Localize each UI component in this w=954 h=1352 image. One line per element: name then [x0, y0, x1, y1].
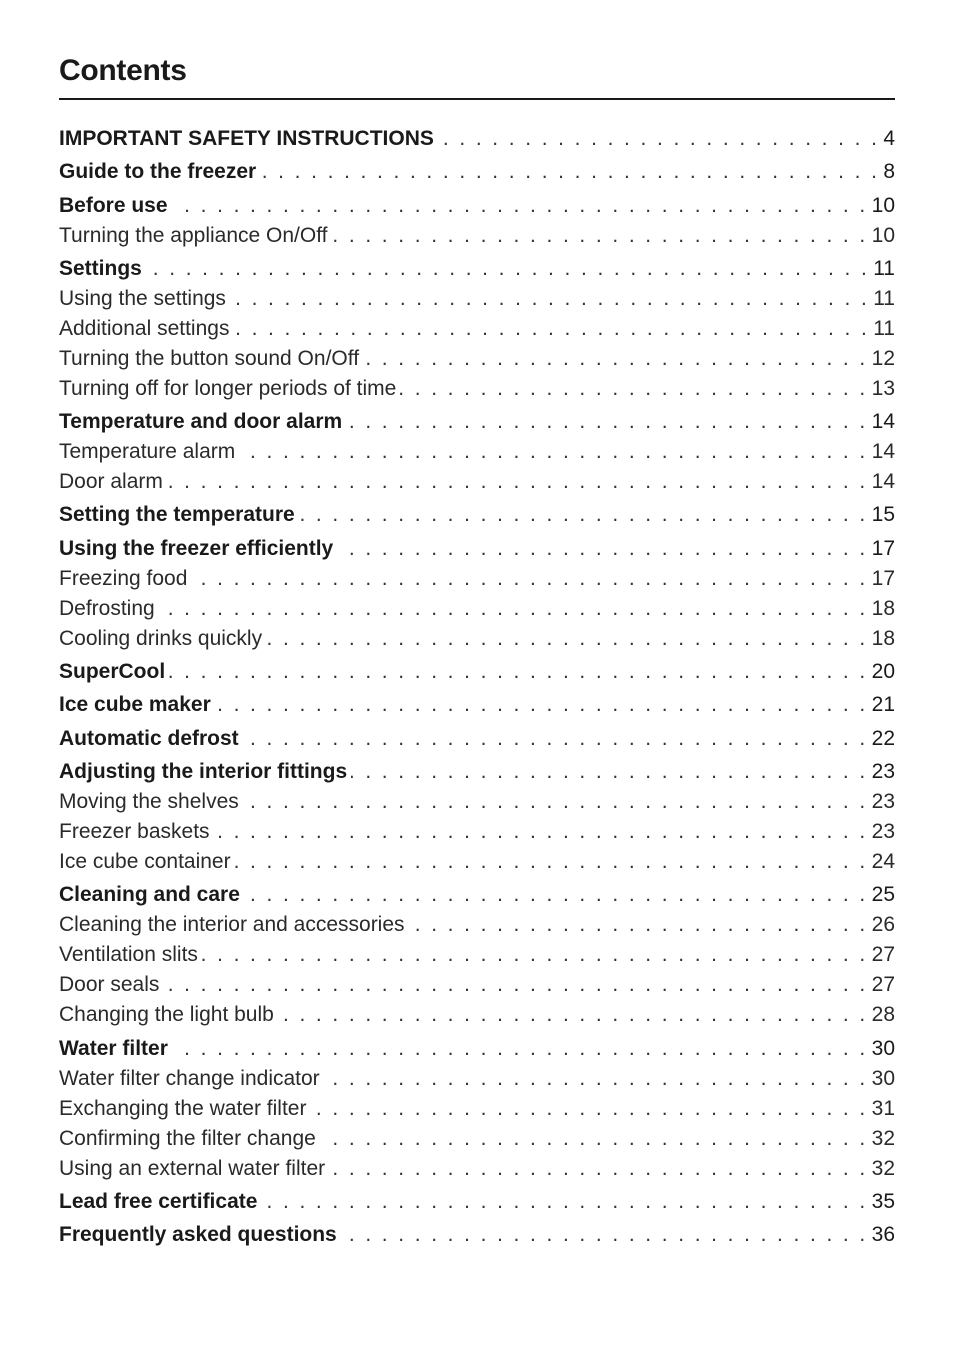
- toc-page-number: 18: [871, 626, 895, 650]
- toc-entry-label: Temperature alarm: [59, 440, 236, 464]
- dot-leader: [332, 221, 868, 251]
- dot-leader: [400, 374, 867, 404]
- dot-leader: [337, 534, 867, 564]
- toc-subentry[interactable]: [59, 1094, 895, 1124]
- toc-page-number: 24: [871, 849, 895, 873]
- toc-entry-label: SuperCool: [59, 660, 166, 684]
- toc-subentry[interactable]: [59, 940, 895, 970]
- toc-page-number: 25: [871, 883, 895, 907]
- dot-leader: [159, 594, 868, 624]
- title-divider: [59, 98, 895, 100]
- toc-entry-label: Changing the light bulb: [59, 1003, 274, 1027]
- toc-heading-entry[interactable]: [59, 757, 895, 787]
- toc-page-number: 26: [871, 913, 895, 937]
- dot-leader: [438, 124, 879, 154]
- dot-leader: [351, 757, 867, 787]
- toc-entry-label: Frequently asked questions: [59, 1223, 337, 1247]
- dot-leader: [167, 467, 868, 497]
- toc-entry-label: Using the freezer efficiently: [59, 536, 334, 560]
- toc-heading-entry[interactable]: [59, 1187, 895, 1217]
- toc-heading-entry[interactable]: [59, 690, 895, 720]
- toc-entry-label: Water filter change indicator: [59, 1066, 320, 1090]
- dot-leader: [239, 437, 867, 467]
- toc-page-number: 18: [871, 596, 895, 620]
- toc-subentry[interactable]: [59, 314, 895, 344]
- toc-page-number: 23: [871, 759, 895, 783]
- toc-entry-label: Temperature and door alarm: [59, 410, 343, 434]
- toc-page-number: 10: [871, 223, 895, 247]
- toc-entry-label: Ice cube container: [59, 849, 231, 873]
- toc-subentry[interactable]: [59, 284, 895, 314]
- toc-entry-label: Moving the shelves: [59, 789, 239, 813]
- toc-page-number: 12: [871, 346, 895, 370]
- toc-entry-label: Turning the button sound On/Off: [59, 346, 360, 370]
- toc-page-number: 15: [871, 503, 895, 527]
- toc-heading-entry[interactable]: [59, 724, 895, 754]
- toc-page-number: 11: [873, 286, 895, 310]
- toc-subentry[interactable]: [59, 1064, 895, 1094]
- toc-heading-entry[interactable]: [59, 500, 895, 530]
- dot-leader: [243, 787, 868, 817]
- toc-heading-entry[interactable]: [59, 657, 895, 687]
- toc-page-number: 36: [871, 1223, 895, 1247]
- toc-entry-label: Freezing food: [59, 566, 188, 590]
- toc-subentry[interactable]: [59, 970, 895, 1000]
- dot-leader: [409, 910, 868, 940]
- toc-page-number: 23: [871, 819, 895, 843]
- toc-page-number: 23: [871, 789, 895, 813]
- toc-entry-label: Using an external water filter: [59, 1156, 326, 1180]
- toc-entry-label: Turning off for longer periods of time: [59, 376, 397, 400]
- toc-page-number: 14: [871, 470, 895, 494]
- toc-page-number: 27: [871, 973, 895, 997]
- toc-heading-entry[interactable]: [59, 124, 895, 154]
- page-title: Contents: [59, 54, 187, 87]
- toc-entry-label: Door alarm: [59, 470, 163, 494]
- dot-leader: [244, 880, 868, 910]
- toc-entry-label: IMPORTANT SAFETY INSTRUCTIONS: [59, 127, 434, 150]
- toc-entry-label: Additional settings: [59, 316, 230, 340]
- toc-page-number: 17: [871, 536, 895, 560]
- dot-leader: [324, 1064, 868, 1094]
- toc-page-number: 22: [871, 726, 895, 750]
- toc-page-number: 32: [871, 1126, 895, 1150]
- dot-leader: [235, 847, 868, 877]
- toc-page-number: 32: [871, 1156, 895, 1180]
- toc-entry-label: Confirming the filter change: [59, 1126, 316, 1150]
- toc-entry-label: Ventilation slits: [59, 943, 198, 967]
- dot-leader: [260, 157, 879, 187]
- toc-subentry[interactable]: [59, 1154, 895, 1184]
- toc-entry-label: Settings: [59, 256, 142, 280]
- toc-page-number: 30: [871, 1066, 895, 1090]
- toc-page-number: 11: [873, 256, 895, 280]
- dot-leader: [278, 1000, 868, 1030]
- toc-heading-entry[interactable]: [59, 407, 895, 437]
- toc-heading-entry[interactable]: [59, 880, 895, 910]
- toc-page-number: 4: [883, 127, 895, 150]
- toc-heading-entry[interactable]: [59, 1034, 895, 1064]
- toc-subentry[interactable]: [59, 594, 895, 624]
- toc-subentry[interactable]: [59, 910, 895, 940]
- toc-entry-label: Cleaning and care: [59, 883, 240, 907]
- dot-leader: [172, 1034, 868, 1064]
- toc-entry-label: Guide to the freezer: [59, 160, 257, 184]
- table-of-contents: [59, 124, 895, 1250]
- toc-subentry[interactable]: [59, 344, 895, 374]
- toc-page-number: 31: [871, 1096, 895, 1120]
- dot-leader: [243, 724, 868, 754]
- toc-subentry[interactable]: [59, 374, 895, 404]
- toc-subentry[interactable]: [59, 624, 895, 654]
- dot-leader: [346, 407, 867, 437]
- toc-heading-entry[interactable]: [59, 254, 895, 284]
- toc-page-number: 13: [871, 376, 895, 400]
- dot-leader: [146, 254, 869, 284]
- toc-subentry[interactable]: [59, 467, 895, 497]
- toc-page-number: 14: [871, 410, 895, 434]
- dot-leader: [329, 1154, 868, 1184]
- toc-page-number: 35: [871, 1189, 895, 1213]
- toc-subentry[interactable]: [59, 1124, 895, 1154]
- toc-entry-label: Cooling drinks quickly: [59, 626, 263, 650]
- dot-leader: [233, 314, 869, 344]
- toc-page-number: 27: [871, 943, 895, 967]
- toc-page-number: 8: [883, 160, 895, 184]
- dot-leader: [169, 657, 867, 687]
- toc-subentry[interactable]: [59, 787, 895, 817]
- toc-heading-entry[interactable]: [59, 191, 895, 221]
- toc-subentry[interactable]: [59, 221, 895, 251]
- dot-leader: [214, 817, 868, 847]
- toc-subentry[interactable]: [59, 847, 895, 877]
- toc-subentry[interactable]: [59, 817, 895, 847]
- dot-leader: [202, 940, 868, 970]
- toc-entry-label: Freezer baskets: [59, 819, 210, 843]
- toc-entry-label: Automatic defrost: [59, 726, 239, 750]
- toc-entry-label: Lead free certificate: [59, 1189, 258, 1213]
- dot-leader: [261, 1187, 867, 1217]
- toc-heading-entry[interactable]: [59, 534, 895, 564]
- toc-entry-label: Defrosting: [59, 596, 155, 620]
- toc-page-number: 17: [871, 566, 895, 590]
- toc-page-number: 14: [871, 440, 895, 464]
- toc-subentry[interactable]: [59, 437, 895, 467]
- toc-page-number: 30: [871, 1036, 895, 1060]
- dot-leader: [163, 970, 867, 1000]
- toc-entry-label: Using the settings: [59, 286, 226, 310]
- toc-entry-label: Adjusting the interior fittings: [59, 759, 348, 783]
- toc-page-number: 10: [871, 193, 895, 217]
- toc-heading-entry[interactable]: [59, 1220, 895, 1250]
- toc-entry-label: Door seals: [59, 973, 160, 997]
- toc-page-number: 20: [871, 660, 895, 684]
- toc-entry-label: Before use: [59, 193, 168, 217]
- toc-entry-label: Exchanging the water filter: [59, 1096, 307, 1120]
- dot-leader: [299, 500, 868, 530]
- toc-page-number: 28: [871, 1003, 895, 1027]
- toc-page-number: 21: [871, 693, 895, 717]
- toc-entry-label: Setting the temperature: [59, 503, 295, 527]
- toc-entry-label: Water filter: [59, 1036, 168, 1060]
- dot-leader: [172, 191, 868, 221]
- toc-entry-label: Cleaning the interior and accessories: [59, 913, 405, 937]
- dot-leader: [310, 1094, 867, 1124]
- toc-subentry[interactable]: [59, 564, 895, 594]
- toc-subentry[interactable]: [59, 1000, 895, 1030]
- toc-page-number: 11: [873, 316, 895, 340]
- dot-leader: [341, 1220, 868, 1250]
- toc-heading-entry[interactable]: [59, 157, 895, 187]
- toc-entry-label: Ice cube maker: [59, 693, 211, 717]
- dot-leader: [363, 344, 868, 374]
- dot-leader: [266, 624, 868, 654]
- dot-leader: [191, 564, 867, 594]
- dot-leader: [215, 690, 868, 720]
- dot-leader: [320, 1124, 868, 1154]
- dot-leader: [230, 284, 869, 314]
- toc-entry-label: Turning the appliance On/Off: [59, 223, 328, 247]
